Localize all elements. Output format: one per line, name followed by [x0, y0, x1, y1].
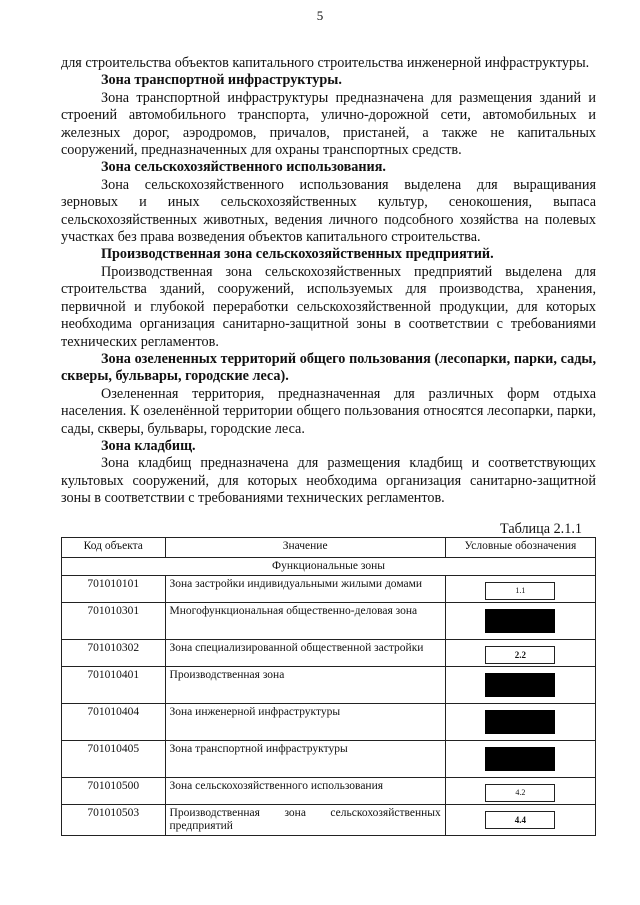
legend-symbol: 1.1 — [485, 582, 555, 600]
legend-symbol: 4.4 — [485, 811, 555, 829]
header-symbol: Условные обозначения — [445, 538, 595, 558]
header-code: Код объекта — [62, 538, 166, 558]
legend-symbol: 2.2 — [485, 646, 555, 664]
object-code: 701010301 — [62, 603, 166, 640]
section-heading: Зона сельскохозяйственного использования. — [101, 159, 386, 176]
object-code: 701010500 — [62, 778, 166, 805]
paragraph: для строительства объектов капитального строительства инженерной инфраструктуры. — [61, 55, 590, 71]
zones-table — [61, 537, 596, 836]
section-title: Функциональные зоны — [62, 558, 596, 576]
section-heading: Зона озелененных территорий общего пользования (лесопарки, парки, сады, скверы, бульвары, городские леса). — [61, 350, 596, 385]
zone-name: Зона сельскохозяйственного использования — [165, 778, 445, 805]
table-row — [62, 778, 596, 805]
table-row — [62, 667, 596, 704]
table-section-row — [62, 558, 596, 576]
zone-name: Многофункциональная общественно-деловая зона — [165, 603, 445, 640]
legend-symbol-cell — [445, 667, 595, 704]
zone-name: Зона транспортной инфраструктуры — [165, 741, 445, 778]
table-row — [62, 741, 596, 778]
paragraph: Зона кладбищ предназначена для размещения кладбищ и соответствующих культовых сооружений, для которых необходима организация санитарно-защитной зоны в соответствии с требованиями технических регламентов. — [61, 455, 596, 507]
object-code: 701010101 — [62, 576, 166, 603]
legend-symbol — [485, 609, 555, 633]
object-code: 701010503 — [62, 805, 166, 836]
header-value: Значение — [165, 538, 445, 558]
legend-symbol: 4.2 — [485, 784, 555, 802]
table-row — [62, 704, 596, 741]
zone-name: Зона застройки индивидуальными жилыми домами — [165, 576, 445, 603]
paragraph: Озелененная территория, предназначенная для различных форм отдыха населения. К озеленённой территории общего пользования относятся лесопарки, парки, сады, скверы, бульвары, городские леса. — [61, 385, 596, 437]
paragraph: Зона сельскохозяйственного использования выделена для выращивания зерновых и иных сельскохозяйственных культур, сенокошения, выпаса сельскохозяйственных животных, ведения личного подсобного хозяйства на полевых участках без права возведения объектов капитального строительства. — [61, 176, 596, 246]
zone-name: Зона инженерной инфраструктуры — [165, 704, 445, 741]
object-code: 701010405 — [62, 741, 166, 778]
zone-name: Производственная зона сельскохозяйственных предприятий — [165, 805, 445, 836]
legend-symbol-cell — [445, 778, 595, 805]
legend-symbol-cell — [445, 640, 595, 667]
object-code: 701010404 — [62, 704, 166, 741]
legend-symbol-cell — [445, 576, 595, 603]
table-row — [62, 640, 596, 667]
table-row — [62, 805, 596, 836]
paragraph: Производственная зона сельскохозяйственных предприятий выделена для строительства зданий, сооружений, используемых для производства, хранения, первичной и глубокой переработки сельскохозяйственной продукции, для которых необходима организация санитарно-защитной зоны в соответствии с требованиями технических регламентов. — [61, 263, 596, 350]
object-code: 701010401 — [62, 667, 166, 704]
zone-name: Зона специализированной общественной застройки — [165, 640, 445, 667]
section-heading: Производственная зона сельскохозяйственных предприятий. — [101, 246, 494, 263]
table-row — [62, 576, 596, 603]
table-caption: Таблица 2.1.1 — [500, 521, 582, 537]
legend-symbol-cell — [445, 741, 595, 778]
legend-symbol — [485, 710, 555, 734]
legend-symbol-cell — [445, 704, 595, 741]
legend-symbol-cell — [445, 603, 595, 640]
table-row — [62, 603, 596, 640]
legend-symbol-cell — [445, 805, 595, 836]
table-header-row — [62, 538, 596, 558]
zone-name: Производственная зона — [165, 667, 445, 704]
section-heading: Зона кладбищ. — [101, 437, 196, 454]
section-heading: Зона транспортной инфраструктуры. — [101, 72, 342, 89]
page-number: 5 — [316, 8, 324, 23]
paragraph: Зона транспортной инфраструктуры предназначена для размещения зданий и строений автомобильного транспорта, улично-дорожной сети, автомобильных и железных дорог, аэродромов, причалов, пристаней, а также не капитальных сооружений, предназначенных для охраны транспортных средств. — [61, 89, 596, 159]
legend-symbol — [485, 673, 555, 697]
legend-symbol — [485, 747, 555, 771]
object-code: 701010302 — [62, 640, 166, 667]
document-text — [61, 55, 596, 508]
